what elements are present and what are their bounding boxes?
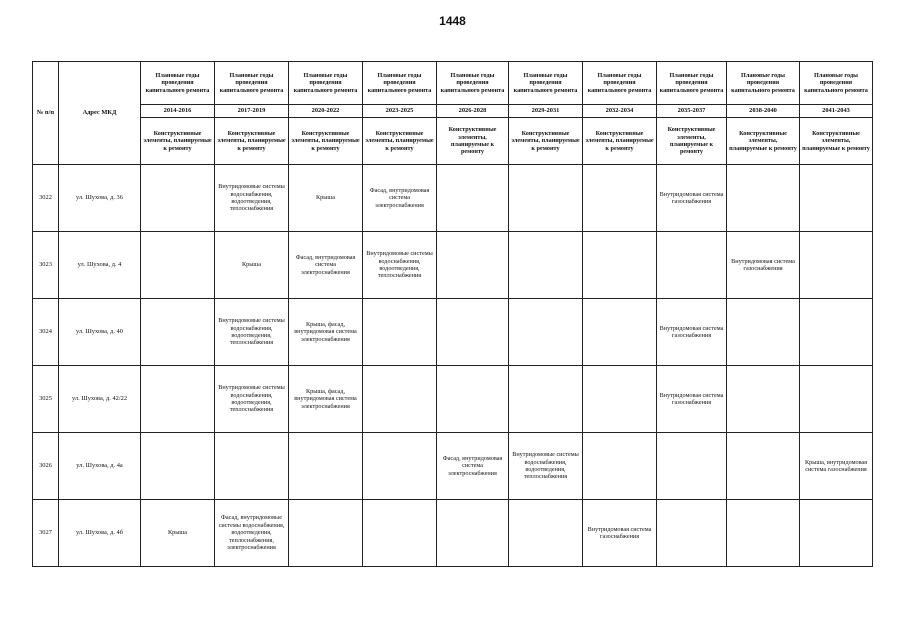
header-period: Плановые годы проведения капитального ремонта bbox=[363, 62, 437, 105]
header-year: 2038-2040 bbox=[727, 105, 800, 118]
row-number: 3024 bbox=[33, 299, 59, 366]
repair-cell: Внутридомовые системы водоснабжения, водоотведения, теплоснабжения bbox=[215, 165, 289, 232]
repair-cell: Внутридомовая система газоснабжения bbox=[657, 366, 727, 433]
repair-cell bbox=[583, 299, 657, 366]
repair-cell bbox=[657, 500, 727, 567]
header-elements: Конструктивные элементы, планируемые к ремонту bbox=[289, 118, 363, 165]
page-number: 1448 bbox=[439, 14, 466, 28]
header-year: 2035-2037 bbox=[657, 105, 727, 118]
repair-cell bbox=[363, 433, 437, 500]
repair-cell: Внутридомовые системы водоснабжения, водоотведения, теплоснабжения bbox=[215, 299, 289, 366]
header-year: 2041-2043 bbox=[800, 105, 873, 118]
row-address: ул. Шухова, д. 4 bbox=[59, 232, 141, 299]
header-year: 2026-2028 bbox=[437, 105, 509, 118]
header-elements: Конструктивные элементы, планируемые к ремонту bbox=[509, 118, 583, 165]
header-elements: Конструктивные элементы, планируемые к ремонту bbox=[363, 118, 437, 165]
header-year: 2023-2025 bbox=[363, 105, 437, 118]
repair-cell bbox=[657, 232, 727, 299]
repair-cell bbox=[583, 366, 657, 433]
header-year: 2020-2022 bbox=[289, 105, 363, 118]
repair-cell bbox=[437, 366, 509, 433]
repair-cell bbox=[509, 165, 583, 232]
header-row-elements bbox=[33, 118, 873, 165]
repair-cell bbox=[363, 500, 437, 567]
row-number: 3027 bbox=[33, 500, 59, 567]
header-year: 2029-2031 bbox=[509, 105, 583, 118]
repair-cell: Крыша bbox=[141, 500, 215, 567]
header-period: Плановые годы проведения капитального ремонта bbox=[141, 62, 215, 105]
repair-cell: Фасад, внутридомовая система электроснабжения bbox=[437, 433, 509, 500]
repair-cell bbox=[437, 500, 509, 567]
repair-cell bbox=[289, 500, 363, 567]
repair-cell: Внутридомовые системы водоснабжения, водоотведения, теплоснабжения bbox=[363, 232, 437, 299]
header-elements: Конструктивные элементы, планируемые к ремонту bbox=[727, 118, 800, 165]
row-number: 3026 bbox=[33, 433, 59, 500]
repair-cell bbox=[509, 366, 583, 433]
repair-cell bbox=[800, 165, 873, 232]
repair-cell: Крыша bbox=[215, 232, 289, 299]
repair-cell: Крыша bbox=[289, 165, 363, 232]
repair-cell bbox=[363, 299, 437, 366]
table-row bbox=[33, 500, 873, 567]
repair-cell bbox=[141, 366, 215, 433]
header-period: Плановые годы проведения капитального ремонта bbox=[727, 62, 800, 105]
header-period: Плановые годы проведения капитального ремонта bbox=[215, 62, 289, 105]
table-row bbox=[33, 165, 873, 232]
header-period: Плановые годы проведения капитального ремонта bbox=[800, 62, 873, 105]
table-row bbox=[33, 299, 873, 366]
repair-cell bbox=[727, 299, 800, 366]
row-number: 3023 bbox=[33, 232, 59, 299]
repair-cell bbox=[800, 500, 873, 567]
repair-cell bbox=[657, 433, 727, 500]
repair-cell bbox=[509, 500, 583, 567]
header-elements: Конструктивные элементы, планируемые к ремонту bbox=[215, 118, 289, 165]
repair-cell bbox=[141, 232, 215, 299]
header-year: 2014-2016 bbox=[141, 105, 215, 118]
repair-cell bbox=[583, 165, 657, 232]
repair-cell bbox=[800, 232, 873, 299]
repair-cell bbox=[727, 165, 800, 232]
header-num: № п/п bbox=[33, 62, 59, 165]
repair-cell: Внутридомовая система газоснабжения bbox=[583, 500, 657, 567]
repair-cell bbox=[727, 500, 800, 567]
header-row-years bbox=[33, 105, 873, 118]
header-period: Плановые годы проведения капитального ремонта bbox=[437, 62, 509, 105]
row-address: ул. Шухова, д. 42/22 bbox=[59, 366, 141, 433]
repair-cell bbox=[727, 433, 800, 500]
repair-cell: Фасад, внутридомовая система электроснабжения bbox=[289, 232, 363, 299]
repair-cell: Внутридомовые системы водоснабжения, водоотведения, теплоснабжения bbox=[215, 366, 289, 433]
repair-cell: Внутридомовая система газоснабжения bbox=[657, 165, 727, 232]
repair-cell bbox=[583, 232, 657, 299]
header-elements: Конструктивные элементы, планируемые к ремонту bbox=[800, 118, 873, 165]
header-period: Плановые годы проведения капитального ремонта bbox=[583, 62, 657, 105]
header-row-period bbox=[33, 62, 873, 105]
header-elements: Конструктивные элементы, планируемые к ремонту bbox=[657, 118, 727, 165]
header-year: 2032-2034 bbox=[583, 105, 657, 118]
repair-cell bbox=[800, 366, 873, 433]
repair-cell bbox=[437, 299, 509, 366]
header-elements: Конструктивные элементы, планируемые к ремонту bbox=[583, 118, 657, 165]
repair-cell bbox=[437, 232, 509, 299]
repair-cell bbox=[583, 433, 657, 500]
table-row bbox=[33, 232, 873, 299]
repair-cell: Крыша, внутридомовая система газоснабжения bbox=[800, 433, 873, 500]
repair-cell bbox=[289, 433, 363, 500]
table-row bbox=[33, 366, 873, 433]
header-period: Плановые годы проведения капитального ремонта bbox=[289, 62, 363, 105]
repair-cell bbox=[141, 165, 215, 232]
repair-schedule-table bbox=[32, 61, 873, 567]
header-period: Плановые годы проведения капитального ремонта bbox=[509, 62, 583, 105]
row-address: ул. Шухова, д. 4б bbox=[59, 500, 141, 567]
header-address: Адрес МКД bbox=[59, 62, 141, 165]
repair-cell bbox=[363, 366, 437, 433]
repair-cell: Крыша, фасад, внутридомовая система электроснабжения bbox=[289, 299, 363, 366]
repair-cell: Фасад, внутридомовая система электроснабжения bbox=[363, 165, 437, 232]
repair-cell bbox=[509, 299, 583, 366]
row-number: 3025 bbox=[33, 366, 59, 433]
repair-cell bbox=[437, 165, 509, 232]
repair-cell bbox=[800, 299, 873, 366]
row-address: ул. Шухова, д. 40 bbox=[59, 299, 141, 366]
repair-cell bbox=[727, 366, 800, 433]
row-address: ул. Шухова, д. 4а bbox=[59, 433, 141, 500]
table-row bbox=[33, 433, 873, 500]
header-period: Плановые годы проведения капитального ремонта bbox=[657, 62, 727, 105]
repair-cell: Внутридомовая система газоснабжения bbox=[657, 299, 727, 366]
row-address: ул. Шухова, д. 36 bbox=[59, 165, 141, 232]
repair-cell: Крыша, фасад, внутридомовая система электроснабжения bbox=[289, 366, 363, 433]
repair-cell: Фасад, внутридомовые системы водоснабжения, водоотведения, теплоснабжения, электроснабжения bbox=[215, 500, 289, 567]
repair-cell bbox=[141, 433, 215, 500]
header-year: 2017-2019 bbox=[215, 105, 289, 118]
repair-cell bbox=[215, 433, 289, 500]
header-elements: Конструктивные элементы, планируемые к ремонту bbox=[141, 118, 215, 165]
header-elements: Конструктивные элементы, планируемые к ремонту bbox=[437, 118, 509, 165]
row-number: 3022 bbox=[33, 165, 59, 232]
repair-cell bbox=[509, 232, 583, 299]
repair-cell bbox=[141, 299, 215, 366]
repair-cell: Внутридомовые системы водоснабжения, водоотведения, теплоснабжения bbox=[509, 433, 583, 500]
repair-cell: Внутридомовая система газоснабжения bbox=[727, 232, 800, 299]
